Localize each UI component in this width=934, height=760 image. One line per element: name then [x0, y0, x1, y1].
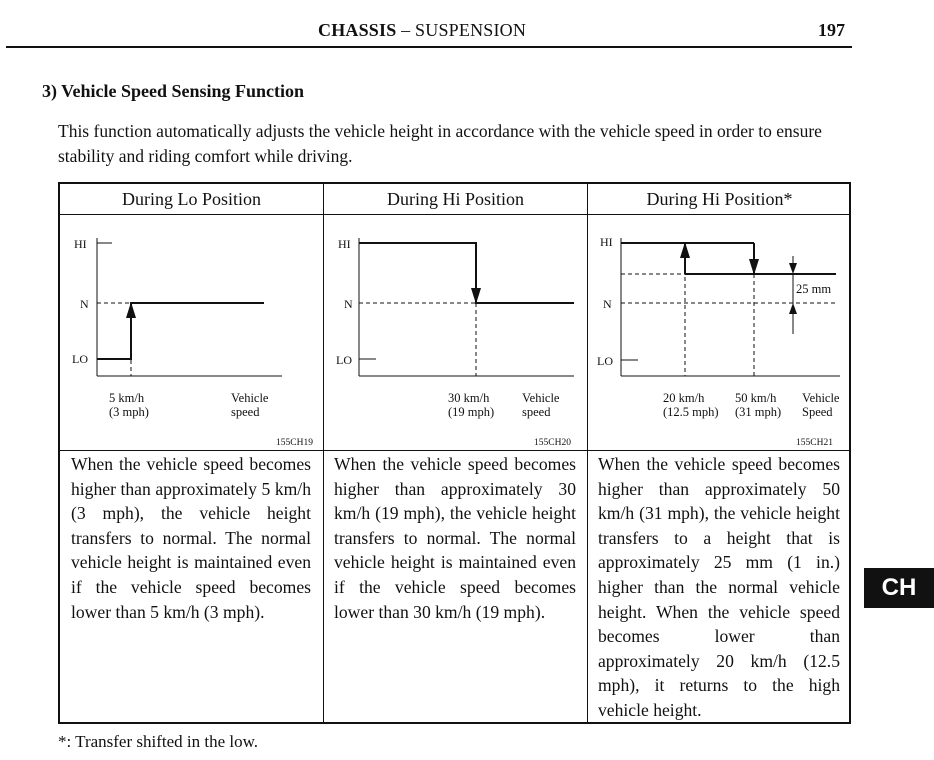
height-curve [359, 243, 574, 303]
x-axis-label-2: Speed [802, 405, 833, 419]
y-label-lo: LO [72, 352, 88, 366]
y-label-lo: LO [336, 353, 352, 367]
height-curve [97, 303, 264, 359]
y-label-n: N [80, 297, 89, 311]
x-axis-label-2: speed [522, 405, 551, 419]
page-number: 197 [818, 20, 845, 40]
column-heading-lo: During Lo Position [121, 189, 261, 209]
section-heading: 3) Vehicle Speed Sensing Function [42, 81, 305, 101]
x-axis-label: Vehicle [802, 391, 840, 405]
speed-label-mph: (3 mph) [109, 405, 149, 419]
chart-hi-position [324, 216, 586, 450]
x-axis-label: Vehicle [231, 391, 269, 405]
x-axis-label: Vehicle [522, 391, 560, 405]
running-header [318, 20, 526, 41]
footnote: *: Transfer shifted in the low. [58, 732, 259, 751]
offset-label: 25 mm [796, 282, 832, 296]
header-section: CHASSIS [318, 20, 397, 40]
chart-lo-position [60, 216, 322, 450]
y-label-n: N [603, 297, 612, 311]
figure-id: 155CH19 [276, 438, 313, 448]
figure-id: 155CH20 [534, 438, 571, 448]
down-arrow [749, 259, 759, 275]
down-arrow [471, 288, 481, 304]
header-subsection: SUSPENSION [415, 20, 527, 40]
description-hi: When the vehicle speed becomes higher than approximately 30 km/h (19 mph), the vehicle height transfers to normal. The normal vehicle height is maintained even if the vehicle speed becomes lower than 30 km/h (19 mph). [334, 454, 576, 622]
description-hi-transfer: When the vehicle speed becomes higher than approximately 50 km/h (31 mph), the vehicle height transfers to a height that is approximately 25 mm (1 in.) higher than the normal vehicle height. When the vehicle speed becomes lower than approximately 20 km/h (12.5 mph), it returns to the high vehicle height. [598, 454, 840, 720]
offset-arrow-top [789, 263, 797, 274]
column-heading-hi: During Hi Position [386, 189, 524, 209]
y-label-hi: HI [74, 237, 87, 251]
y-label-n: N [344, 297, 353, 311]
header-rule [6, 46, 852, 48]
intro-paragraph: This function automatically adjusts the vehicle height in accordance with the vehicle speed in order to ensure stability and riding comfort while driving. [58, 121, 822, 166]
offset-arrow-bottom [789, 303, 797, 314]
chapter-tab: CH [864, 568, 934, 608]
figure-id: 155CH21 [796, 438, 833, 448]
speed-20-label-mph: (12.5 mph) [663, 405, 719, 419]
table-rule [60, 450, 849, 451]
y-label-lo: LO [597, 354, 613, 368]
speed-20-label: 20 km/h [663, 391, 705, 405]
y-label-hi: HI [338, 237, 351, 251]
header-separator: – [396, 20, 416, 40]
speed-50-label: 50 km/h [735, 391, 777, 405]
description-lo: When the vehicle speed becomes higher than approximately 5 km/h (3 mph), the vehicle height transfers to normal. The normal vehicle height is maintained even if the vehicle speed becomes lower than 5 km/h (3 mph). [71, 454, 311, 622]
x-axis-label-2: speed [231, 405, 260, 419]
up-arrow [126, 302, 136, 318]
speed-50-label-mph: (31 mph) [735, 405, 782, 419]
speed-label: 30 km/h [448, 391, 490, 405]
function-table [58, 182, 851, 724]
column-heading-hi-transfer: During Hi Position* [646, 189, 793, 209]
up-arrow [680, 242, 690, 258]
table-rule [60, 214, 849, 215]
speed-label: 5 km/h [109, 391, 145, 405]
chart-hi-position-transfer [588, 216, 850, 450]
y-label-hi: HI [600, 235, 613, 249]
speed-label-mph: (19 mph) [448, 405, 495, 419]
